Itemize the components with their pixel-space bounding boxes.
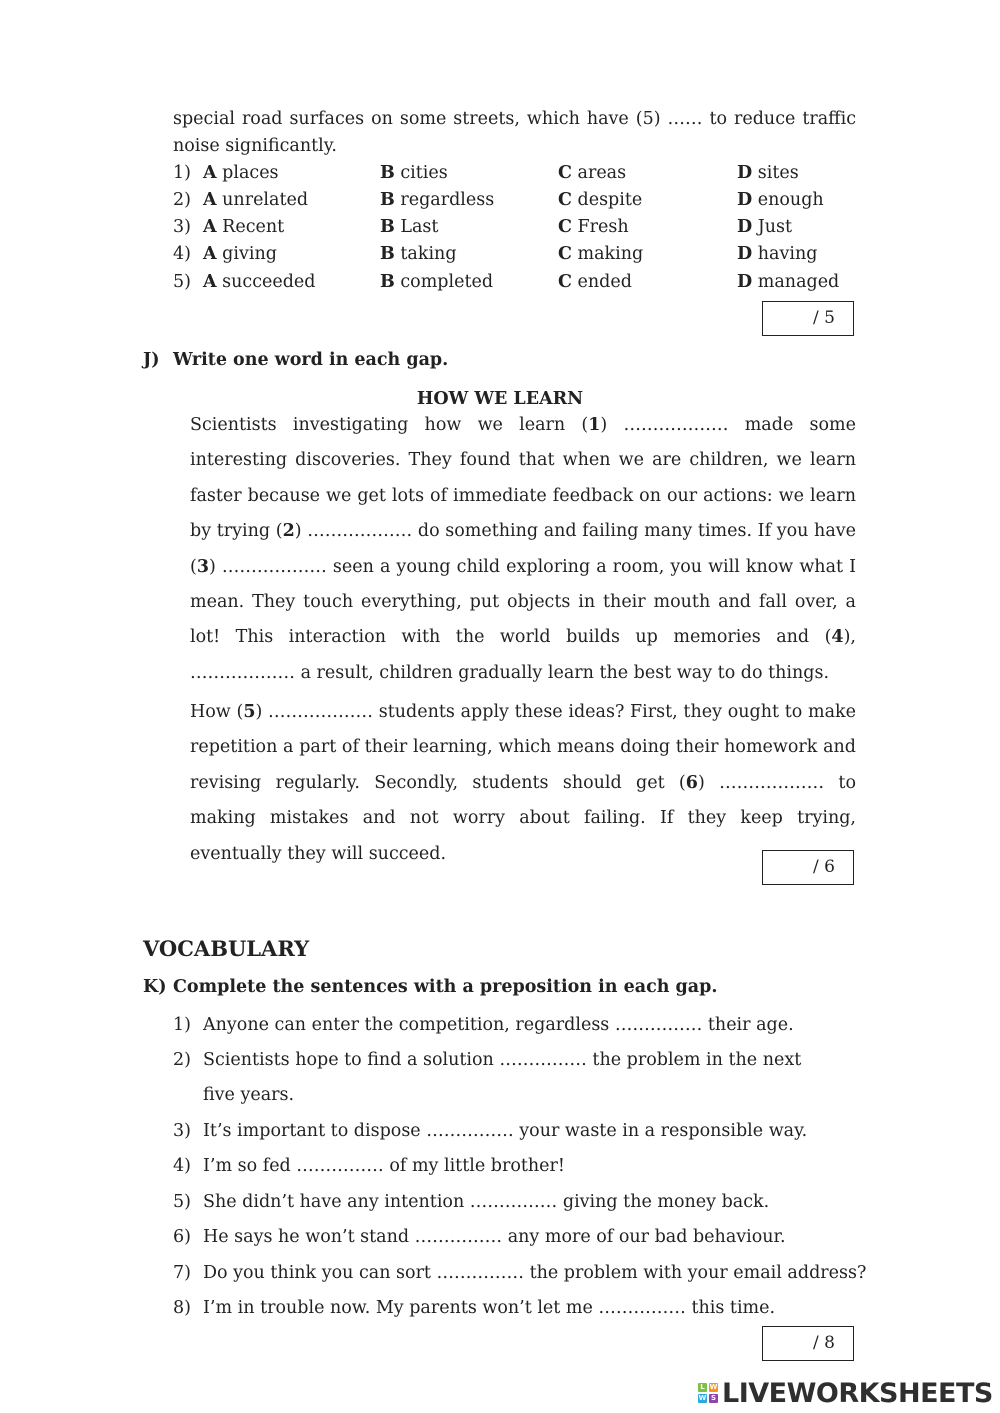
option-c[interactable]: C despite xyxy=(558,190,643,210)
sentence-with-gap[interactable]: Do you think you can sort …………… the problem with your email address? xyxy=(203,1263,867,1283)
reading-intro-text: special road surfaces on some streets, which have (5) …… to reduce traffic noise significantly. xyxy=(173,109,856,156)
gap-fill-paragraph-2: How (5) ……………… students apply these ideas? First, they ought to make repetition a part of their learning, which means doing their homework and revising regularly. Secondly, students should get (6) ……………… to making mistakes and not worry about failing. If they keep trying, eventually they will succeed. xyxy=(190,702,856,864)
logo-tile: W xyxy=(698,1394,707,1402)
option-d[interactable]: D having xyxy=(737,244,818,264)
option-a[interactable]: A giving xyxy=(203,244,277,264)
option-a[interactable]: A Recent xyxy=(203,217,285,237)
gap-2[interactable]: ) ……………… do something and failing many times. If you have ( xyxy=(190,521,856,577)
mc-question xyxy=(173,269,856,296)
mc-question xyxy=(173,187,856,214)
option-b[interactable]: B taking xyxy=(380,244,457,264)
sentence-with-gap[interactable]: Anyone can enter the competition, regardless …………… their age. xyxy=(203,1015,794,1035)
reading-title: HOW WE LEARN xyxy=(416,389,584,409)
sentence-with-gap[interactable]: I’m in trouble now. My parents won’t let me …………… this time. xyxy=(203,1298,776,1318)
question-number: 3) xyxy=(173,217,191,237)
option-d[interactable]: D managed xyxy=(737,272,840,292)
vocabulary-heading: VOCABULARY xyxy=(143,936,310,961)
logo-tile: S xyxy=(710,1394,717,1402)
gap-3[interactable]: ) ……………… seen a young child exploring a room, you will know what I mean. They touch everything, put objects in their mouth and fall over, a lot! This interaction with the world builds up memories and ( xyxy=(190,556,856,648)
logo-tile: W xyxy=(709,1383,718,1391)
logo-text: LIVEWORKSHEETS xyxy=(722,1377,993,1409)
option-c[interactable]: C making xyxy=(558,244,644,264)
option-c[interactable]: C areas xyxy=(558,163,627,183)
option-d[interactable]: D sites xyxy=(737,163,799,183)
gap-1[interactable]: ) ……………… made some interesting discoveries. They found that when we are children, we learn faster because we get lots of immediate feedback on our actions: we learn by trying ( xyxy=(190,415,856,542)
sentence-with-gap[interactable]: She didn’t have any intention …………… giving the money back. xyxy=(203,1192,770,1212)
section-letter-k: K) xyxy=(143,977,167,997)
gap-number: 2 xyxy=(282,521,295,542)
sentence-with-gap[interactable]: I’m so fed …………… of my little brother! xyxy=(203,1156,565,1176)
question-number: 2) xyxy=(173,190,191,210)
sentence-with-gap[interactable]: Scientists hope to find a solution …………… the problem in the next five years. xyxy=(203,1050,802,1106)
option-b[interactable]: B cities xyxy=(380,163,448,183)
mc-question xyxy=(173,160,856,187)
option-d[interactable]: D Just xyxy=(737,217,793,237)
gap-number: 1 xyxy=(588,415,601,435)
option-c[interactable]: C Fresh xyxy=(558,217,629,237)
logo-icon xyxy=(698,1383,718,1403)
gap-5[interactable]: ) ……………… students apply these ideas? First, they ought to make repetition a part of their learning, which means doing their homework and revising regularly. Secondly, students should get ( xyxy=(190,702,856,793)
section-letter-j: J) xyxy=(143,350,160,370)
liveworksheets-logo[interactable] xyxy=(698,1376,993,1410)
section-instruction-k: Complete the sentences with a preposition in each gap. xyxy=(173,977,718,997)
gap-number: 3 xyxy=(196,556,210,577)
gap-4[interactable]: ), ……………… a result, children gradually learn the best way to do things. xyxy=(190,627,856,683)
logo-tile: L xyxy=(698,1383,707,1392)
question-number: 1) xyxy=(173,163,191,183)
gap-number: 6 xyxy=(685,772,698,793)
option-d[interactable]: D enough xyxy=(737,190,824,210)
section-instruction-j: Write one word in each gap. xyxy=(173,350,449,370)
question-number: 4) xyxy=(173,244,191,264)
option-a[interactable]: A succeeded xyxy=(203,272,316,292)
score-box-part-k[interactable]: / 8 xyxy=(762,1326,854,1361)
question-number: 5) xyxy=(173,272,191,292)
option-c[interactable]: C ended xyxy=(558,272,632,292)
option-b[interactable]: B Last xyxy=(380,217,439,237)
mc-question xyxy=(173,214,856,241)
sentence-with-gap[interactable]: It’s important to dispose …………… your waste in a responsible way. xyxy=(203,1121,808,1141)
option-a[interactable]: A places xyxy=(203,163,279,183)
score-box-part-i[interactable]: / 5 xyxy=(762,301,854,336)
gap-number: 4 xyxy=(831,627,844,648)
mc-question xyxy=(173,241,856,268)
option-b[interactable]: B regardless xyxy=(380,190,495,210)
sentence-with-gap[interactable]: He says he won’t stand …………… any more of our bad behaviour. xyxy=(203,1227,786,1247)
option-a[interactable]: A unrelated xyxy=(203,190,309,210)
gap-number: 5 xyxy=(243,702,256,722)
score-box-part-j[interactable]: / 6 xyxy=(762,850,854,885)
gap-6[interactable]: ) ……………… to making mistakes and not worry about failing. If they keep trying, eventually they will succeed. xyxy=(190,772,856,864)
gap-fill-paragraph-1: Scientists investigating how we learn (1) ……………… made some interesting discoveries. They found that when we are children, we learn faster because we get lots of immediate feedback on our actions: we learn by trying (2) ……………… do something and failing many times. If you have (3) ……………… seen a young child exploring a room, you will know what I mean. They touch everything, put objects in their mouth and fall over, a lot! This interaction with the world builds up memories and (4), ……………… a result, children gradually learn the best way to do things. xyxy=(190,415,856,683)
option-b[interactable]: B completed xyxy=(380,272,494,292)
